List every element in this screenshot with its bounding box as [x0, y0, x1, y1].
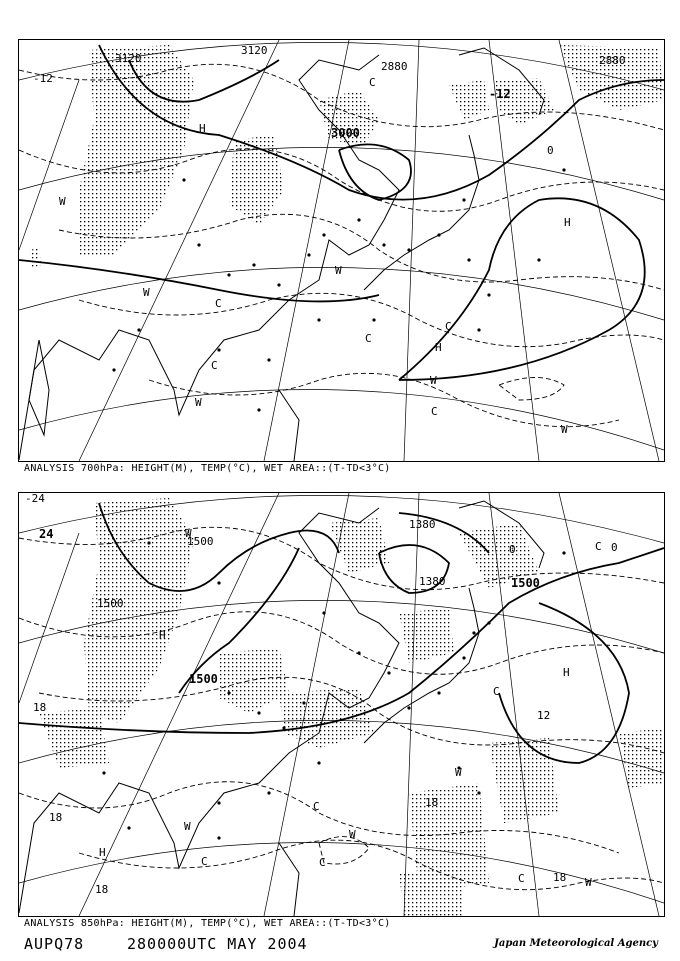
- cold-marker: C: [211, 359, 218, 372]
- isotherm-label: -12: [489, 87, 511, 101]
- high-marker: H: [199, 122, 206, 135]
- chart-id: AUPQ78: [24, 935, 85, 953]
- high-marker: H: [99, 846, 106, 859]
- cold-marker: C: [201, 855, 208, 868]
- warm-marker: W: [185, 527, 192, 540]
- agency-credit: Japan Meteorological Agency: [494, 938, 658, 949]
- height-label: 2880: [599, 54, 626, 67]
- isotherm-label: 12: [537, 709, 551, 722]
- isotherm-label: 18: [425, 796, 439, 809]
- height-label: 3000: [331, 126, 360, 140]
- isotherm-label: 0: [547, 144, 554, 157]
- cold-marker: C: [215, 297, 222, 310]
- isotherm-label: 18: [95, 883, 109, 896]
- height-label: 1500: [187, 535, 214, 548]
- cold-marker: C: [319, 856, 326, 869]
- high-marker: H: [435, 341, 442, 354]
- isotherm-label: -12: [33, 72, 53, 85]
- valid-time: 280000UTC MAY 2004: [127, 935, 308, 953]
- cold-marker: C: [365, 332, 372, 345]
- high-marker: H: [563, 666, 570, 679]
- map-panel-700hpa: [18, 39, 665, 462]
- height-label: 1380: [409, 518, 436, 531]
- warm-marker: W: [143, 286, 150, 299]
- caption-850hpa: ANALYSIS 850hPa: HEIGHT(M), TEMP(°C), WET AREA::(T-TD<3°C): [24, 918, 391, 929]
- height-label: 1500: [97, 597, 124, 610]
- warm-marker: W: [195, 396, 202, 409]
- cold-marker: C: [445, 320, 452, 333]
- height-label: 1380: [419, 575, 446, 588]
- height-label: 2880: [381, 60, 408, 73]
- high-marker: H: [159, 629, 166, 642]
- cold-marker: C: [431, 405, 438, 418]
- isotherm-label: 0: [611, 541, 618, 554]
- map-850hpa: [19, 493, 664, 916]
- warm-marker: W: [349, 828, 356, 841]
- isotherm-label: 18: [553, 871, 567, 884]
- cold-marker: C: [595, 540, 602, 553]
- warm-marker: W: [335, 264, 342, 277]
- isotherm-label: 18: [49, 811, 63, 824]
- isotherm-label: 18: [33, 701, 47, 714]
- high-marker: H: [564, 216, 571, 229]
- height-label: 1500: [189, 672, 218, 686]
- warm-marker: W: [184, 820, 191, 833]
- isotherm-label: 0: [509, 543, 516, 556]
- height-label: 3120: [241, 44, 268, 57]
- warm-marker: W: [455, 766, 462, 779]
- height-label: 1500: [511, 576, 540, 590]
- warm-marker: W: [59, 195, 66, 208]
- cold-marker: C: [369, 76, 376, 89]
- cold-marker: C: [518, 872, 525, 885]
- warm-marker: W: [430, 374, 437, 387]
- isotherm-label: -24: [25, 493, 45, 505]
- isotherm-label: 24: [39, 527, 54, 541]
- height-label: 3120: [115, 52, 142, 65]
- caption-700hpa: ANALYSIS 700hPa: HEIGHT(M), TEMP(°C), WET AREA::(T-TD<3°C): [24, 463, 391, 474]
- warm-marker: W: [561, 423, 568, 436]
- warm-marker: W: [585, 876, 592, 889]
- cold-marker: C: [313, 800, 320, 813]
- cold-marker: C: [493, 685, 500, 698]
- map-700hpa: [19, 40, 664, 461]
- map-panel-850hpa: [18, 492, 665, 917]
